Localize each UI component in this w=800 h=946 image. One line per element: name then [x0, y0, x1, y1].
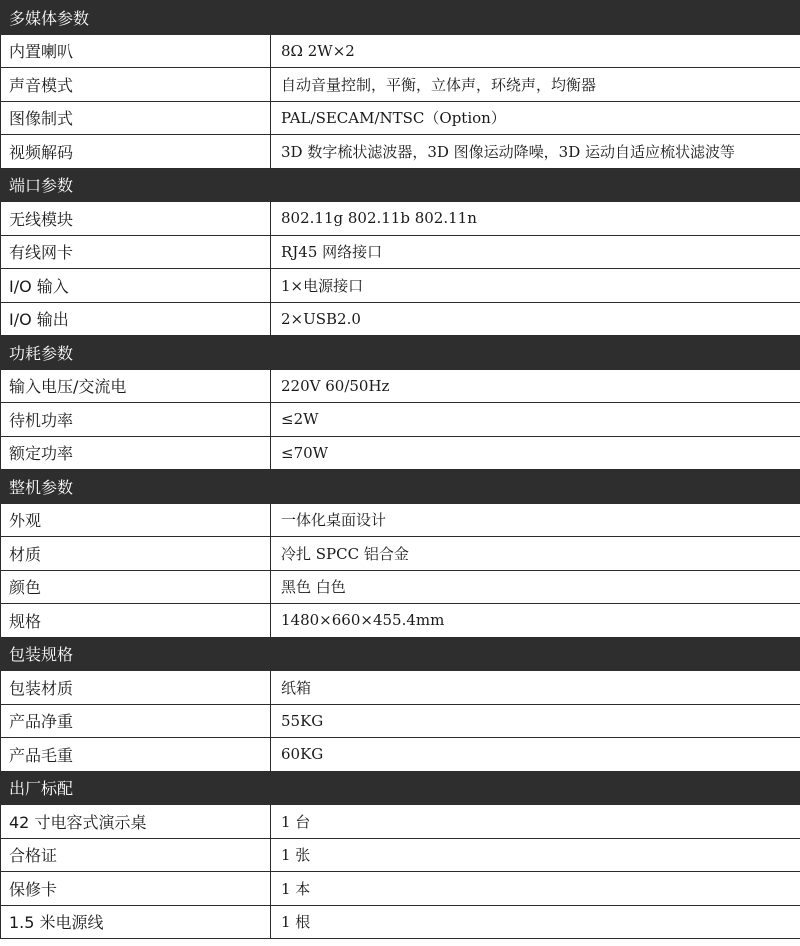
- param-label: 待机功率: [1, 403, 271, 437]
- param-value: 1×电源接口: [271, 269, 800, 303]
- param-label: 外观: [1, 503, 271, 537]
- section-header-filler: [271, 637, 800, 671]
- param-value: 自动音量控制，平衡，立体声，环绕声，均衡器: [271, 68, 800, 102]
- section-header-filler: [271, 470, 800, 504]
- section-title: 多媒体参数: [1, 1, 271, 35]
- param-label: 42 寸电容式演示桌: [1, 805, 271, 839]
- section-header: [1, 1, 800, 35]
- section-title: 整机参数: [1, 470, 271, 504]
- table-row: [1, 269, 800, 303]
- table-row: [1, 403, 800, 437]
- param-value: 60KG: [271, 738, 800, 772]
- table-row: [1, 202, 800, 236]
- param-value: 1 根: [271, 905, 800, 939]
- param-label: 材质: [1, 537, 271, 571]
- table-row: [1, 135, 800, 169]
- param-value: 1 台: [271, 805, 800, 839]
- param-label: 图像制式: [1, 101, 271, 135]
- section-header-filler: [271, 336, 800, 370]
- section-header-filler: [271, 1, 800, 35]
- section-header: [1, 771, 800, 805]
- param-label: 1.5 米电源线: [1, 905, 271, 939]
- table-row: [1, 68, 800, 102]
- table-row: [1, 101, 800, 135]
- param-value: 黑色 白色: [271, 570, 800, 604]
- table-row: [1, 369, 800, 403]
- param-value: 2×USB2.0: [271, 302, 800, 336]
- table-row: [1, 671, 800, 705]
- param-label: 保修卡: [1, 872, 271, 906]
- param-value: 802.11g 802.11b 802.11n: [271, 202, 800, 236]
- param-value: 8Ω 2W×2: [271, 34, 800, 68]
- table-row: [1, 570, 800, 604]
- param-label: 无线模块: [1, 202, 271, 236]
- param-value: 220V 60/50Hz: [271, 369, 800, 403]
- table-row: [1, 838, 800, 872]
- section-header-filler: [271, 771, 800, 805]
- param-label: 输入电压/交流电: [1, 369, 271, 403]
- table-row: [1, 436, 800, 470]
- section-title: 功耗参数: [1, 336, 271, 370]
- param-label: 内置喇叭: [1, 34, 271, 68]
- param-value: 1 本: [271, 872, 800, 906]
- param-value: 3D 数字梳状滤波器，3D 图像运动降噪，3D 运动自适应梳状滤波等: [271, 135, 800, 169]
- param-label: 额定功率: [1, 436, 271, 470]
- param-label: 视频解码: [1, 135, 271, 169]
- section-title: 端口参数: [1, 168, 271, 202]
- param-value: 55KG: [271, 704, 800, 738]
- param-value: RJ45 网络接口: [271, 235, 800, 269]
- table-row: [1, 805, 800, 839]
- table-row: [1, 235, 800, 269]
- param-label: 颜色: [1, 570, 271, 604]
- param-label: I/O 输出: [1, 302, 271, 336]
- table-row: [1, 604, 800, 638]
- section-header: [1, 168, 800, 202]
- section-title: 出厂标配: [1, 771, 271, 805]
- param-label: 声音模式: [1, 68, 271, 102]
- param-label: 有线网卡: [1, 235, 271, 269]
- table-row: [1, 704, 800, 738]
- param-value: 1 张: [271, 838, 800, 872]
- table-row: [1, 905, 800, 939]
- table-row: [1, 34, 800, 68]
- table-row: [1, 872, 800, 906]
- param-label: I/O 输入: [1, 269, 271, 303]
- param-value: 1480×660×455.4mm: [271, 604, 800, 638]
- param-value: 冷扎 SPCC 铝合金: [271, 537, 800, 571]
- param-value: ≤2W: [271, 403, 800, 437]
- table-row: [1, 738, 800, 772]
- table-row: [1, 537, 800, 571]
- table-row: [1, 302, 800, 336]
- param-value: PAL/SECAM/NTSC（Option）: [271, 101, 800, 135]
- param-value: ≤70W: [271, 436, 800, 470]
- param-label: 合格证: [1, 838, 271, 872]
- param-value: 纸箱: [271, 671, 800, 705]
- param-value: 一体化桌面设计: [271, 503, 800, 537]
- table-row: [1, 503, 800, 537]
- param-label: 产品净重: [1, 704, 271, 738]
- section-header-filler: [271, 168, 800, 202]
- section-header: [1, 637, 800, 671]
- spec-table-body: [1, 1, 800, 939]
- section-header: [1, 470, 800, 504]
- param-label: 包装材质: [1, 671, 271, 705]
- section-title: 包装规格: [1, 637, 271, 671]
- param-label: 产品毛重: [1, 738, 271, 772]
- param-label: 规格: [1, 604, 271, 638]
- section-header: [1, 336, 800, 370]
